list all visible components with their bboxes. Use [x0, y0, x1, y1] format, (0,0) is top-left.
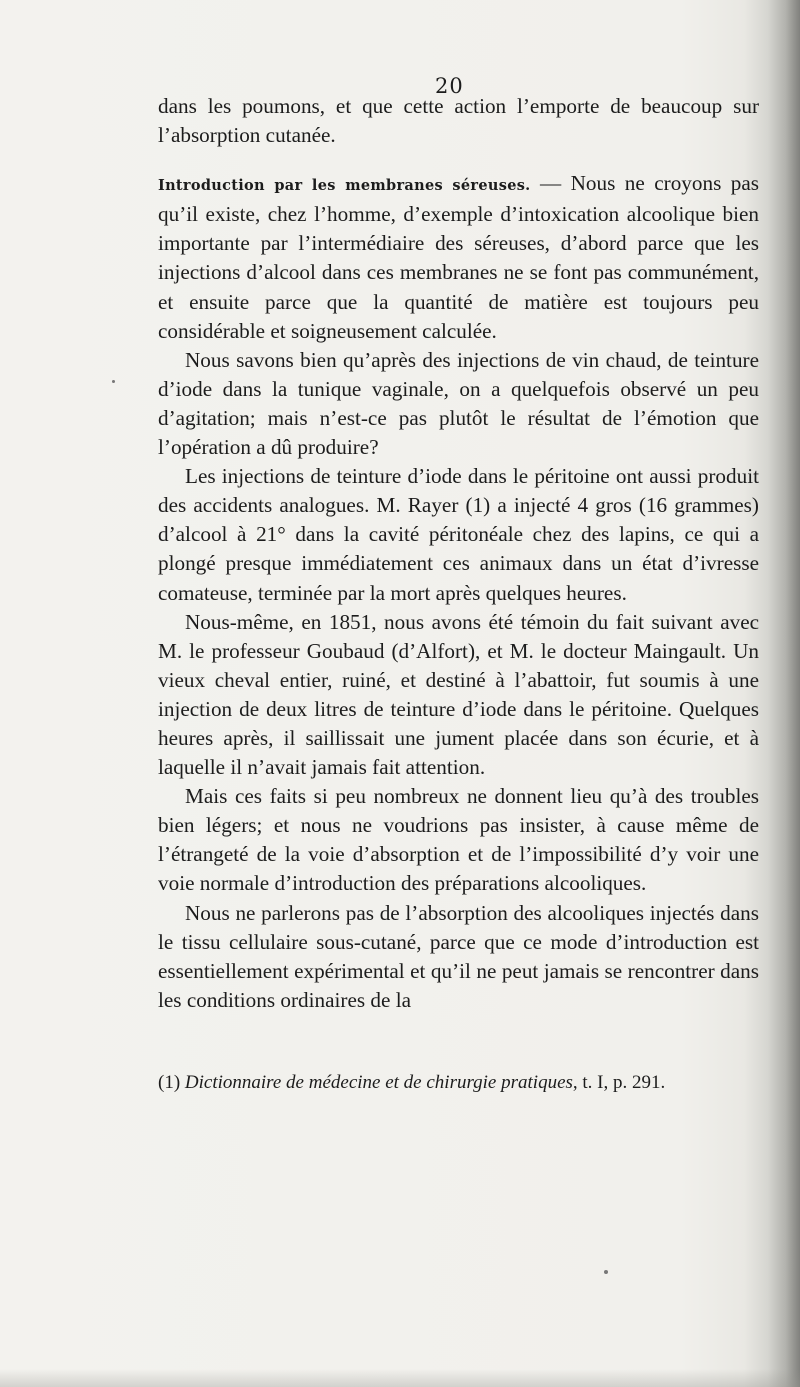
- paragraph: Les injections de teinture d’iode dans le péritoine ont aussi produit des accidents analogues. M. Rayer (1) a injecté 4 gros (16 grammes) d’alcool à 21° dans la cavité péritonéale chez des lapins, ce qui a plongé presque immédiatement ces animaux dans un état d’ivresse comateuse, terminée par la mort après quelques heures.: [158, 464, 759, 605]
- paragraph: Nous-même, en 1851, nous avons été témoin du fait suivant avec M. le professeur Goubaud (d’Alfort), et M. le docteur Maingault. Un vieux cheval entier, ruiné, et destiné à l’abattoir, fut soumis à une injection de deux litres de teinture d’iode dans le péritoine. Quelques heures après, il saillissait une jument placée dans son écurie, et à laquelle il n’avait jamais fait attention.: [158, 609, 759, 780]
- ink-speck: [604, 1270, 608, 1274]
- footnote-title: Dictionnaire de médecine et de chirurgie pratiques: [184, 1072, 573, 1093]
- page-number: 20: [435, 74, 464, 98]
- footnote-ref: , t. I, p. 291.: [572, 1072, 666, 1093]
- page-bottom-shadow: [0, 1369, 800, 1387]
- paragraph: dans les poumons, et que cette action l’emporte de beaucoup sur l’absorption cutanée.: [158, 94, 759, 148]
- paragraph: Nous savons bien qu’après des injections de vin chaud, de teinture d’iode dans la tunique vaginale, on a quelquefois observé un peu d’agitation; mais n’est-ce pas plutôt le résultat de l’émotion que l’opération a dû produire?: [158, 347, 759, 460]
- body-text: [158, 92, 759, 1015]
- section-paragraph: [158, 169, 759, 346]
- section-heading: Introduction par les membranes séreuses.: [158, 177, 531, 195]
- footnote: [158, 1072, 768, 1094]
- footnote-marker: (1): [158, 1072, 185, 1093]
- section-dash: —: [530, 171, 571, 196]
- paragraph-text: Nous ne croyons pas qu’il existe, chez l’homme, d’exemple d’intoxication alcoolique bien importante par l’intermédiaire des séreuses, d’abord parce que les injections d’alcool dans ces membranes ne se font pas communément, et ensuite parce que la quantité de matière est toujours peu considérable et soigneusement calculée.: [158, 171, 759, 343]
- paragraph: Nous ne parlerons pas de l’absorption des alcooliques injectés dans le tissu cellulaire sous-cutané, parce que ce mode d’introduction est essentiellement expérimental et qu’il ne peut jamais se rencontrer dans les conditions ordinaires de la: [158, 900, 759, 1012]
- page-edge-shadow: [768, 0, 800, 1387]
- paragraph: Mais ces faits si peu nombreux ne donnent lieu qu’à des troubles bien légers; et nous ne voudrions pas insister, à cause même de l’étrangeté de la voie d’absorption et de l’impossibilité d’y voir une voie normale d’introduction des préparations alcooliques.: [158, 784, 759, 896]
- ink-speck: [112, 380, 115, 383]
